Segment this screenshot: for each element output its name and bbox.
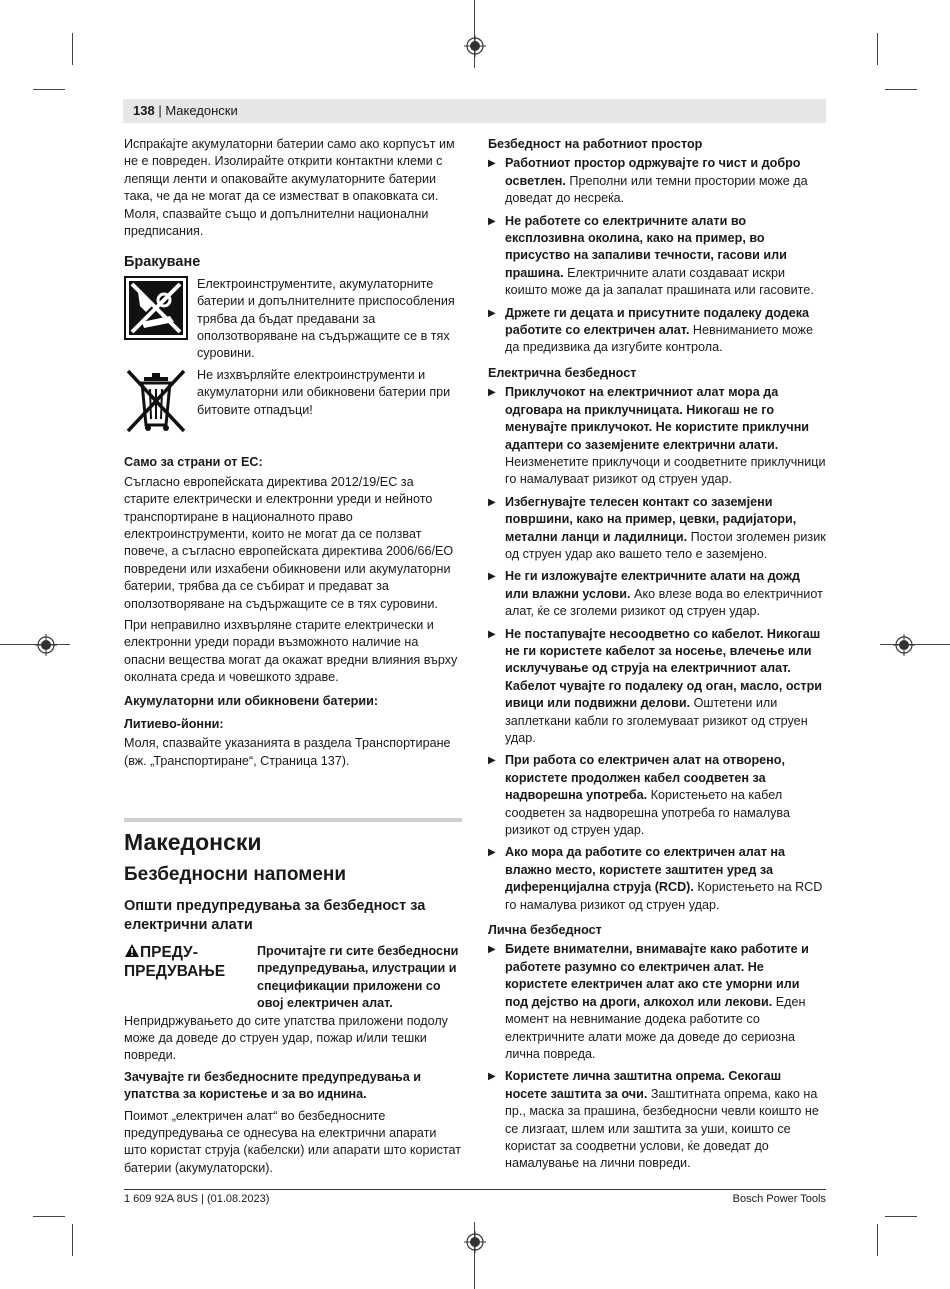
item-text: Електричните алати создаваат искри коишто може да ја запалат прашината или гасовите. <box>505 265 814 298</box>
term-paragraph: Поимот „електричен алат“ во безбедносните предупредувања се однесува на електрични апарати што користат струја (кабелски) или апарати што користат батерии (акумулаторски). <box>124 1108 462 1175</box>
safety-title: Безбедносни напомени <box>124 863 347 885</box>
language-title: Македонски <box>124 829 262 856</box>
header-language: Македонски <box>165 103 238 118</box>
list-item <box>488 568 826 620</box>
crossed-bin-icon <box>124 367 189 440</box>
item-text: Преполни или темни простории може да доведат до несреќа. <box>505 173 808 206</box>
shipping-paragraph: Испраќајте акумулаторни батерии само ако корпусът им не е повреден. Изолирайте открити контактни клеми с лепящи ленти и опаковайте акумулаторните батерии така, че да не могат да се изместват в опаковката си. Моля, спазвайте също и допълнителни национални предписания. <box>124 137 455 239</box>
registration-mark-icon <box>35 634 57 656</box>
crop-mark <box>885 1216 917 1217</box>
item-bold: Работниот простор одржувајте го чист и добро осветлен. <box>505 156 801 188</box>
registration-mark-icon <box>893 634 915 656</box>
list-item <box>488 213 826 300</box>
item-bold: Користете лична заштитна опрема. Секогаш носете заштита за очи. <box>505 1069 782 1101</box>
item-bold: Не ги изложувајте електричните алати на дожд или влажни услови. <box>505 569 801 601</box>
list-item <box>488 941 826 1063</box>
warning-block <box>124 943 462 1013</box>
warning-triangle-icon <box>124 943 140 958</box>
registration-mark-icon <box>464 1231 486 1253</box>
warning-label-text: ПРЕДУ-ПРЕДУВАЊЕ <box>124 944 226 980</box>
eu-paragraph-1: Съгласно европейската директива 2012/19/ЕС за старите електрически и електронни уреди и нейното транспортиране в националното право електроинструменти, които не могат да се ползват повече, а съгласно европейската директива 2006/66/ЕО повредени или изхабени обикновени или акумулаторни батерии, трябва да се събират и предават за оползотворяване на съдържащите се в тях суровини. <box>124 474 454 611</box>
left-column <box>124 136 462 1181</box>
item-bold: Ако мора да работите со електричен алат на влажно место, користете заштитен уред за диференцијална струја (RCD). <box>505 845 786 895</box>
personal-list <box>488 941 826 1172</box>
item-text: Неизменетите приклучоци и соодветните приклучници го намалуваат ризикот од струен удар. <box>505 454 826 487</box>
liion-heading: Литиево-йонни: <box>124 716 224 731</box>
electrical-list <box>488 384 826 914</box>
list-item <box>488 752 826 839</box>
right-column <box>488 136 826 1178</box>
page-footer <box>124 1189 826 1205</box>
page-number: 138 <box>133 103 155 118</box>
electrical-heading: Електрична безбедност <box>488 365 637 380</box>
item-text: Користењето на кабел соодветен за надворешна употреба го намалува ризикот од струен удар. <box>505 788 790 838</box>
keep-instructions: Зачувајте ги безбедносните предупредувања и упатства за користење и за во иднина. <box>124 1069 421 1102</box>
eu-heading: Само за страни от ЕС: <box>124 455 263 470</box>
item-text: Постои зголемен ризик од струен удар ако вашето тело е заземјено. <box>505 529 826 561</box>
item-bold: Избегнувајте телесен контакт со заземјени површини, како на пример, цевки, радијатори, метални ланци и ладилници. <box>505 494 797 544</box>
personal-heading: Лична безбедност <box>488 923 602 938</box>
batteries-heading: Акумулаторни или обикновени батерии: <box>124 693 379 708</box>
item-bold: Не постапувајте несоодветно со кабелот. Никогаш не ги користете кабелот за носење, влечење или исклучување од струја на електричниот алат. Кабелот чувајте го подалеку од оган, масло, остри ивици или подвижни делови. <box>505 626 823 711</box>
list-item <box>488 305 826 357</box>
item-bold: Држете ги децата и присутните подалеку додека работите со електричен алат. <box>505 305 810 338</box>
disposal-heading: Бракуване <box>124 254 201 271</box>
warning-label <box>124 943 249 1013</box>
item-text: Оштетени или заплеткани кабли го зголемуваат ризикот од струен удар. <box>505 696 808 745</box>
list-item <box>488 384 826 488</box>
crop-mark <box>474 0 475 68</box>
registration-mark-icon <box>464 35 486 57</box>
list-item <box>488 844 826 914</box>
footer-brand: Bosch Power Tools <box>732 1193 826 1205</box>
crop-mark <box>885 89 917 90</box>
list-item <box>488 494 826 564</box>
disposal-text-2: Не изхвърляйте електроинструменти и акумулаторни или обикновени батерии при битовите отпадъци! <box>197 367 451 417</box>
item-text: Еден момент на невнимание додека работите со електричните алати може да доведе до сериозна лична повреда. <box>505 994 806 1061</box>
eu-paragraph-2: При неправилно изхвърляне старите електрически и електронни уреди поради възможното наличие на опасни вещества могат да окажат вредни влияния върху околната среда и човешкото здраве. <box>124 617 458 685</box>
item-bold: Не работете со електричните алати во експлозивна околина, како на пример, во присуство на запаливи течности, гасови или прашина. <box>505 213 787 280</box>
no-tool-disposal-icon <box>124 276 189 367</box>
crop-mark <box>72 1224 73 1256</box>
workplace-heading: Безбедност на работниот простор <box>488 137 703 151</box>
list-item <box>488 1068 826 1172</box>
disposal-text-1: Електроинструментите, акумулаторните батерии и допълнителните приспособления трябва да бъдат предавани за оползотворяване на съдържащите се в тях суровини. <box>197 276 455 361</box>
crop-mark <box>33 1216 65 1217</box>
page-header: 138 | Македонски <box>123 99 826 123</box>
crop-mark <box>72 33 73 65</box>
general-warnings-title: Општи предупредувања за безбедност за електрични алати <box>124 898 426 933</box>
crop-mark <box>877 1224 878 1256</box>
item-bold: При работа со електричен алат на отворено, користете продолжен кабел соодветен за надворешна употреба. <box>505 753 785 803</box>
item-text: Ако влезе вода во електричниот алат, ќе се зголеми ризикот од струен удар. <box>505 586 823 619</box>
crop-mark <box>877 33 878 65</box>
crop-mark <box>880 644 950 645</box>
disposal-row-1 <box>124 276 462 367</box>
section-divider <box>124 818 462 822</box>
item-text: Невниманието може да предизвика да изгубите контрола. <box>505 323 813 355</box>
workplace-list <box>488 155 826 356</box>
item-text: Заштитната опрема, како на пр., маска за прашина, безбедносни чевли коишто не се лизгаат, шлем или заштита за уши, коишто се користат за соодветни услови, ќе доведат до намалување на лични повреди. <box>505 1086 819 1171</box>
item-text: Користењето на RCD го намалува ризикот од струен удар. <box>505 880 823 912</box>
list-item <box>488 155 826 207</box>
crop-mark <box>33 89 65 90</box>
disposal-row-2 <box>124 367 462 440</box>
list-item <box>488 626 826 748</box>
liion-paragraph: Моля, спазвайте указанията в раздела Транспортиране (вж. „Транспортиране“, Страница 137). <box>124 736 451 768</box>
warning-paragraph: Непридржувањето до сите упатства приложени подолу може да доведе до струен удар, пожар и/или тешки повреди. <box>124 1013 448 1063</box>
warning-bold-text: Прочитајте ги сите безбедносни предупредувања, илустрации и спецификации приложени со овој електричен алат. <box>257 944 459 1011</box>
footer-code: 1 609 92A 8US | (01.08.2023) <box>124 1193 270 1205</box>
item-bold: Бидете внимателни, внимавајте како работите и работете разумно со електричен алат. Не користете електричен алат ако сте уморни или под дејство на дроги, алкохол или лекови. <box>505 942 809 1009</box>
item-bold: Приклучокот на електричниот алат мора да одговара на приклучницата. Никогаш не го менувајте приклучокот. Не користите приклучни адаптери со заземјените електрични алати. <box>505 385 810 452</box>
